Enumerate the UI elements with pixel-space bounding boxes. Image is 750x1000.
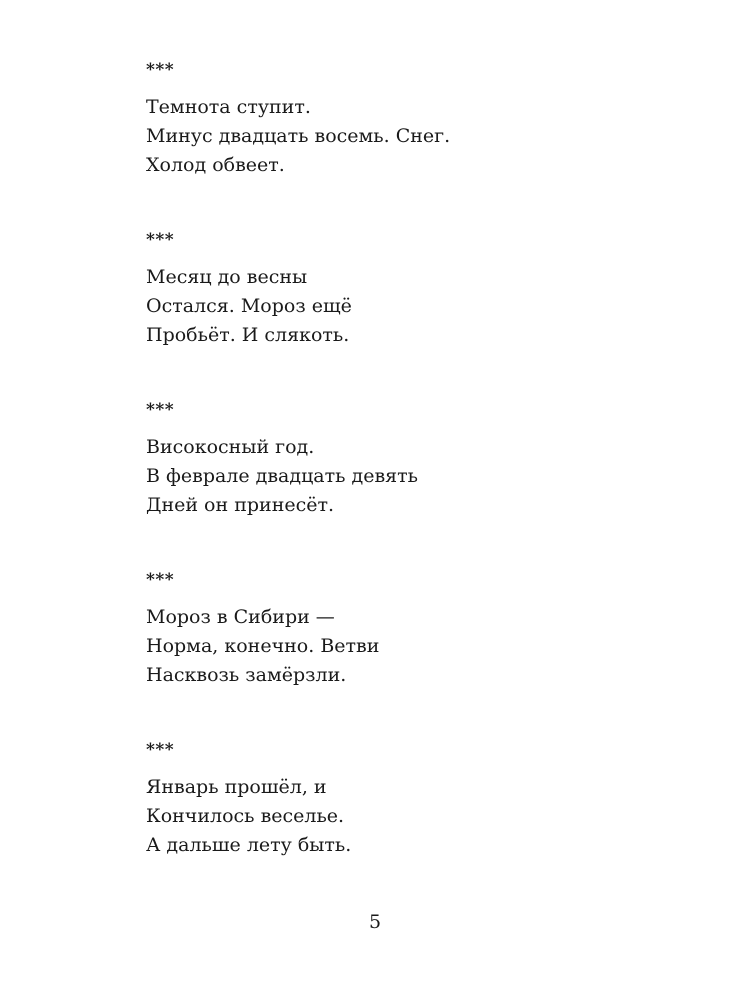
poem-separator: *** [146,570,175,590]
poem-line: Високосный год. [146,436,315,458]
poem-line: Холод обвеет. [146,154,285,176]
poem-line: А дальше лету быть. [146,834,352,856]
poem-line: Темнота ступит. [146,96,311,118]
poem-lines [146,433,666,520]
poem-lines [146,773,666,860]
poem-line: Минус двадцать восемь. Снег. [146,125,451,147]
poem-line: Мороз в Сибири — [146,606,335,628]
poem-lines [146,93,666,180]
poem-lines [146,263,666,350]
poem [146,226,666,396]
poem-separator: *** [146,230,175,250]
poem-line: Остался. Мороз ещё [146,295,352,317]
poem [146,56,666,226]
poem [146,566,666,736]
poem [146,736,666,906]
poem-line: Месяц до весны [146,266,308,288]
poem [146,396,666,566]
poem-line: Дней он принесёт. [146,494,335,516]
poem-separator: *** [146,740,175,760]
poem-line: Кончилось веселье. [146,805,345,827]
poem-list [146,56,666,906]
poem-lines [146,603,666,690]
poem-line: Пробьёт. И слякоть. [146,324,350,346]
page-number: 5 [368,911,382,933]
poem-line: Насквозь замёрзли. [146,664,347,686]
poem-separator: *** [146,400,175,420]
poem-line: В феврале двадцать девять [146,465,419,487]
poem-line: Январь прошёл, и [146,776,327,798]
poem-line: Норма, конечно. Ветви [146,635,380,657]
poem-separator: *** [146,60,175,80]
